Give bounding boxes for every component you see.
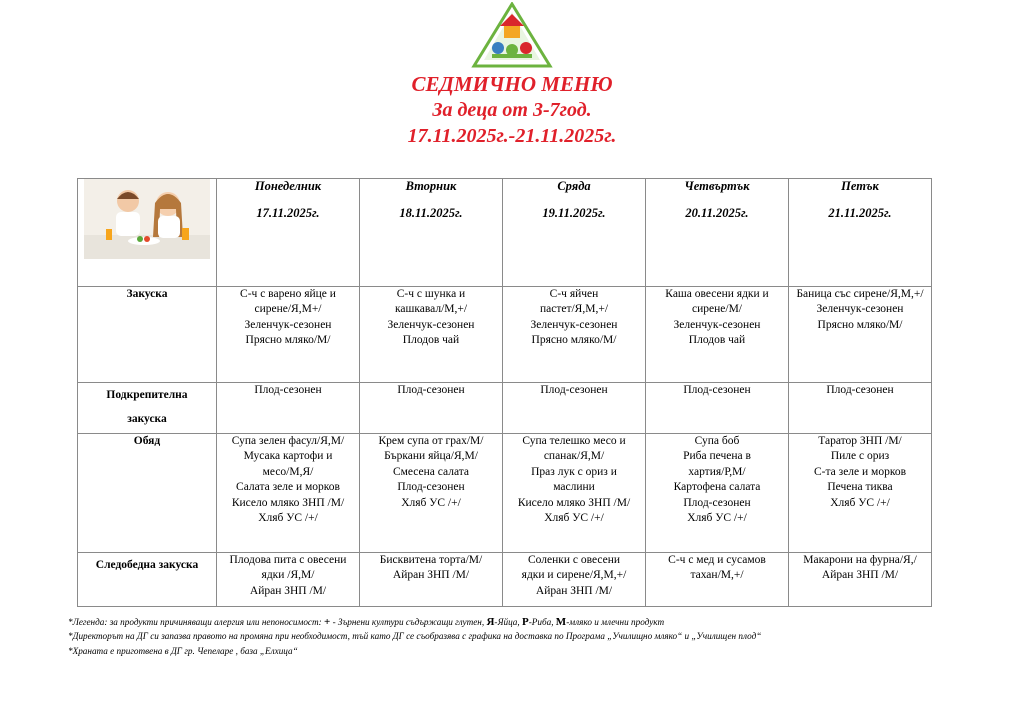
page-subtitle: За деца от 3-7год. [432,99,592,121]
day-header [789,179,932,287]
meal-label: Закуска [78,287,217,383]
menu-cell [217,434,360,553]
menu-line: хартия/Р,М/ [688,465,746,478]
menu-line: Зеленчук-сезонен [673,318,761,331]
meal-label: Обяд [78,434,217,553]
menu-cell [789,434,932,553]
menu-line: сирене/Я,М+/ [254,303,322,316]
menu-line: Айран ЗНП /М/ [535,584,613,597]
kids-photo-cell [78,179,217,287]
menu-line: Прясно мляко/М/ [245,334,331,347]
legend-plus-text: - Зърнени култури съдържащи глутен, [332,617,485,627]
menu-line: маслини [553,481,595,494]
menu-line: Плод-сезонен [540,384,608,396]
kids-eating-photo [84,179,210,259]
menu-cell [646,383,789,434]
day-date: 21.11.2025г. [828,206,892,221]
menu-line: Кисело мляко ЗНП /М/ [517,496,631,509]
director-note: *Директорът на ДГ си запазва правото на промяна при необходимост, тъй като ДГ се съобразява с графика на доставка по Програма „Училищно мляко“ и „Училищен плод“ [68,631,762,641]
menu-line: Плодова пита с овесени [229,554,347,566]
menu-line: Плод-сезонен [683,384,751,396]
legend-prefix: *Легенда: за продукти причиняващи алергия или непоносимост: [68,617,322,627]
menu-line: месо/М,Я/ [262,465,314,478]
menu-line: Хляб УС /+/ [401,496,461,509]
menu-cell [360,383,503,434]
menu-line: С-ч яйчен [549,288,599,300]
menu-line: ядки и сирене/Я,М,+/ [521,569,627,582]
menu-line: Смесена салата [392,465,470,478]
menu-line: Каша овесени ядки и [665,288,769,300]
menu-line: Мусака картофи и [243,450,333,463]
menu-line: Салата зеле и морков [236,481,340,494]
menu-line: Печена тиква [827,481,893,494]
menu-cell [646,553,789,607]
menu-line: Плод-сезонен [683,496,751,509]
legend-symbol-ya: Я [486,616,495,628]
menu-cell [360,287,503,383]
legend-symbol-plus: + [324,616,331,628]
menu-line: пастет/Я,М,+/ [539,303,609,316]
legend-r-text: -Риба, [528,617,554,627]
menu-line: Прясно мляко/М/ [817,318,903,331]
menu-line: Айран ЗНП /М/ [249,584,327,597]
menu-line: Хляб УС /+/ [544,512,604,525]
day-date: 17.11.2025г. [256,206,320,221]
menu-cell [503,553,646,607]
menu-cell [503,383,646,434]
day-header [360,179,503,287]
menu-line: Супа боб [694,435,740,447]
menu-line: Бъркани яйца/Я,М/ [384,450,478,463]
menu-line: С-ч с шунка и [396,288,466,300]
menu-cell [503,434,646,553]
menu-line: Праз лук с ориз и [531,465,617,478]
menu-line: Супа зелен фасул/Я,М/ [231,435,345,447]
meal-row-snack [78,383,932,434]
menu-cell [789,383,932,434]
menu-line: Крем супа от грах/М/ [378,435,484,447]
weekly-menu-table [77,178,932,607]
menu-cell [503,287,646,383]
kitchen-note: *Храната е приготвена в ДГ гр. Чепеларе , база „Елхица“ [68,646,298,656]
menu-line: Плод-сезонен [826,384,894,396]
day-name: Вторник [405,179,457,193]
day-name: Петък [841,179,879,193]
table-header-row [78,179,932,287]
menu-line: Хляб УС /+/ [687,512,747,525]
menu-cell [217,383,360,434]
menu-line: Хляб УС /+/ [830,496,890,509]
menu-line: Айран ЗНП /М/ [392,569,470,582]
menu-line: Соленки с овесени [527,554,621,566]
meal-label-text: Следобедна закуска [95,559,199,571]
menu-line: С-ч с мед и сусамов [668,554,766,566]
menu-line: Таратор ЗНП /М/ [818,435,902,447]
meal-label [78,383,217,434]
legend-symbol-m: М [555,616,567,628]
menu-cell [789,287,932,383]
menu-line: Пиле с ориз [830,450,890,463]
menu-line: Прясно мляко/М/ [531,334,617,347]
day-header [217,179,360,287]
day-name: Понеделник [254,179,322,193]
menu-line: спанак/Я,М/ [543,450,605,463]
menu-cell [217,287,360,383]
day-date: 18.11.2025г. [399,206,463,221]
menu-cell [789,553,932,607]
menu-line: Супа телешко месо и [522,435,626,447]
legend-ya-text: -Яйца, [494,617,520,627]
menu-line: Зеленчук-сезонен [530,318,618,331]
menu-line: Плодов чай [402,334,460,347]
menu-line: Зеленчук-сезонен [244,318,332,331]
legend-m-text: -мляко и млечни продукт [566,617,665,627]
menu-line: кашкавал/М,+/ [394,303,468,316]
menu-line: Бисквитена торта/М/ [379,554,483,566]
menu-line: Риба печена в [683,450,751,463]
menu-cell [217,553,360,607]
meal-label-text: Подкрепителна закуска [106,389,188,425]
day-date: 19.11.2025г. [542,206,606,221]
menu-cell [360,434,503,553]
menu-line: ядки /Я,М/ [261,569,315,582]
menu-line: Плодов чай [688,334,746,347]
menu-line: Плод-сезонен [397,481,465,494]
menu-line: Зеленчук-сезонен [387,318,475,331]
day-date: 20.11.2025г. [685,206,749,221]
meal-label [78,553,217,607]
menu-period: 17.11.2025г.-21.11.2025г. [407,125,617,147]
menu-line: сирене/М/ [692,303,742,316]
day-header [646,179,789,287]
menu-cell [646,434,789,553]
menu-line: Макарони на фурна/Я,/ [803,554,917,566]
menu-line: С-ч с варено яйце и [240,288,336,300]
menu-line: Плод-сезонен [397,384,465,396]
menu-line: тахан/М,+/ [690,569,744,582]
meal-row-lunch [78,434,932,553]
menu-line: Кисело мляко ЗНП /М/ [231,496,345,509]
page-title: СЕДМИЧНО МЕНЮ [411,72,613,96]
menu-line: Зеленчук-сезонен [816,303,904,316]
day-header [503,179,646,287]
menu-line: С-та зеле и морков [814,465,906,478]
menu-line: Картофена салата [673,481,761,494]
day-name: Четвъртък [684,179,750,193]
day-name: Сряда [557,179,591,193]
legend-symbol-r: Р [521,616,529,628]
menu-line: Хляб УС /+/ [258,512,318,525]
kindergarten-logo [470,2,554,70]
menu-cell [360,553,503,607]
meal-row-afternoon-snack [78,553,932,607]
meal-row-breakfast [78,287,932,383]
menu-cell [646,287,789,383]
menu-line: Баница със сирене/Я,М,+/ [796,288,924,300]
allergen-legend [68,616,664,628]
menu-line: Айран ЗНП /М/ [821,569,899,582]
menu-line: Плод-сезонен [254,384,322,396]
